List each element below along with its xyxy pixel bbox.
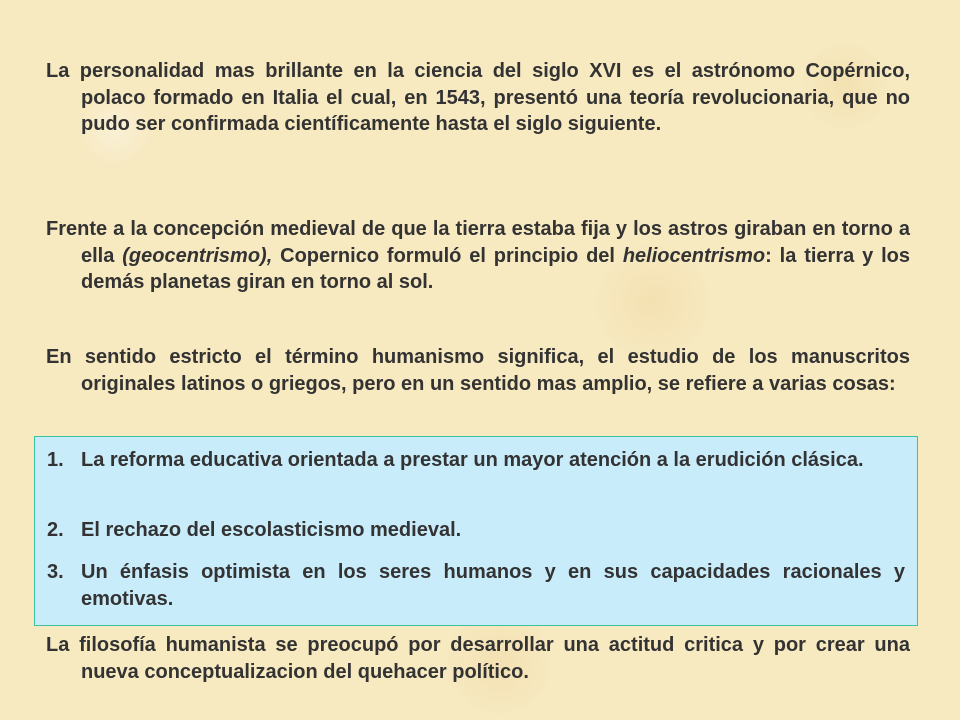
paragraph-copernico: La personalidad mas brillante en la ciencia del siglo XVI es el astrónomo Copérnico, polaco formado en Italia el cual, en 1543, presentó una teoría revolucionaria, que no pudo ser confirmada científicamente hasta el siglo siguiente. (46, 60, 910, 135)
list-item (47, 517, 905, 544)
paragraph-heliocentrismo (46, 216, 910, 296)
list-item-text: El rechazo del escolasticismo medieval. (81, 519, 462, 541)
list-item-text: Un énfasis optimista en los seres humanos y en sus capacidades racionales y emotivas. (81, 561, 905, 610)
list-item (47, 447, 905, 474)
list-item-number: 1. (47, 449, 64, 471)
humanism-list-box (34, 436, 918, 626)
list-item (47, 559, 905, 612)
term-heliocentrismo: heliocentrismo (622, 244, 766, 267)
paragraph-filosofia-humanista: La filosofía humanista se preocupó por desarrollar una actitud critica y por crear una nueva conceptualizacion del quehacer político. (46, 634, 910, 683)
paragraph-heliocentrismo-part-a: Frente a la concepción medieval de que la tierra estaba fija y los astros giraban en torno a ella (46, 218, 910, 267)
paragraph-heliocentrismo-part-c: Copernico formuló el principio del (272, 244, 623, 267)
list-item-number: 2. (47, 519, 64, 541)
term-geocentrismo: (geocentrismo), (122, 244, 273, 267)
paragraph-heliocentrismo-part-e: : la tierra y los demás planetas giran en torno al sol. (81, 244, 910, 293)
list-item-text: La reforma educativa orientada a prestar un mayor atención a la erudición clásica. (81, 449, 864, 471)
paragraph-humanismo: En sentido estricto el término humanismo significa, el estudio de los manuscritos originales latinos o griegos, pero en un sentido mas amplio, se refiere a varias cosas: (46, 346, 910, 395)
list-item-number: 3. (47, 561, 64, 583)
